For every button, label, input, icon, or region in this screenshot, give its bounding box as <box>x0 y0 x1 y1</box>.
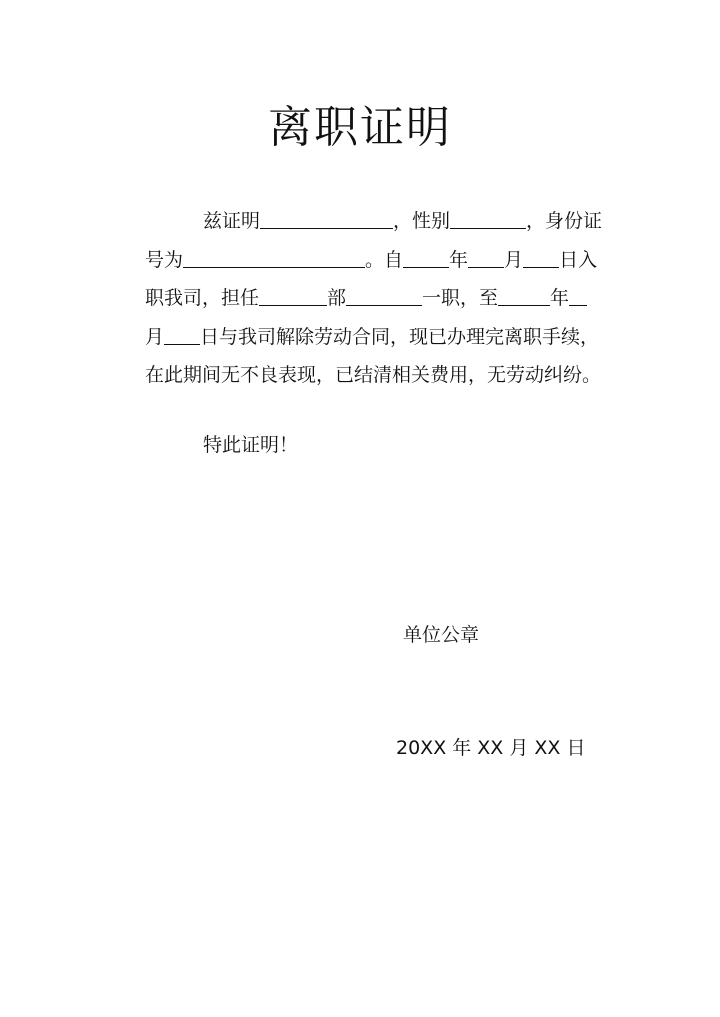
position-blank <box>346 286 422 306</box>
document-title: 离职证明 <box>268 102 452 153</box>
body-line-1 <box>145 202 615 241</box>
issue-date: 20XX 年 XX 月 XX 日 <box>396 737 586 759</box>
text-segment: 月 <box>504 248 524 271</box>
start-day-blank <box>523 248 559 268</box>
text-segment: 年 <box>550 287 570 309</box>
text-segment: 兹证明 <box>203 210 261 232</box>
id-number-blank <box>183 248 365 268</box>
department-blank <box>259 286 327 306</box>
text-segment: ，身份证 <box>526 210 603 232</box>
text-segment: 职我司，担任 <box>145 287 260 309</box>
end-month-blank <box>569 286 587 306</box>
text-segment: 在此期间无不良表现，已结清相关费用，无劳动纠纷。 <box>145 364 602 386</box>
text-segment: 日与我司解除劳动合同，现已办理完离职手续， <box>200 325 600 348</box>
end-year-blank <box>498 286 550 306</box>
text-segment: 日入 <box>559 248 598 271</box>
text-segment: 部 <box>327 287 347 309</box>
seal-label: 单位公章 <box>403 624 480 646</box>
certificate-body <box>145 202 615 395</box>
text-segment: 一职，至 <box>422 287 499 309</box>
start-year-blank <box>403 248 449 268</box>
text-segment: 。自 <box>365 248 404 271</box>
end-day-blank <box>164 325 200 345</box>
start-month-blank <box>468 248 504 268</box>
body-line-4 <box>145 318 615 357</box>
closing-statement: 特此证明！ <box>203 434 299 456</box>
text-segment: 号为 <box>145 248 184 271</box>
name-blank <box>260 209 393 229</box>
body-line-3 <box>145 279 615 318</box>
gender-blank <box>450 209 526 229</box>
body-line-2 <box>145 241 615 280</box>
body-line-5 <box>145 356 615 395</box>
text-segment: ，性别 <box>393 210 451 232</box>
text-segment: 月 <box>145 325 165 348</box>
text-segment: 年 <box>449 248 469 271</box>
